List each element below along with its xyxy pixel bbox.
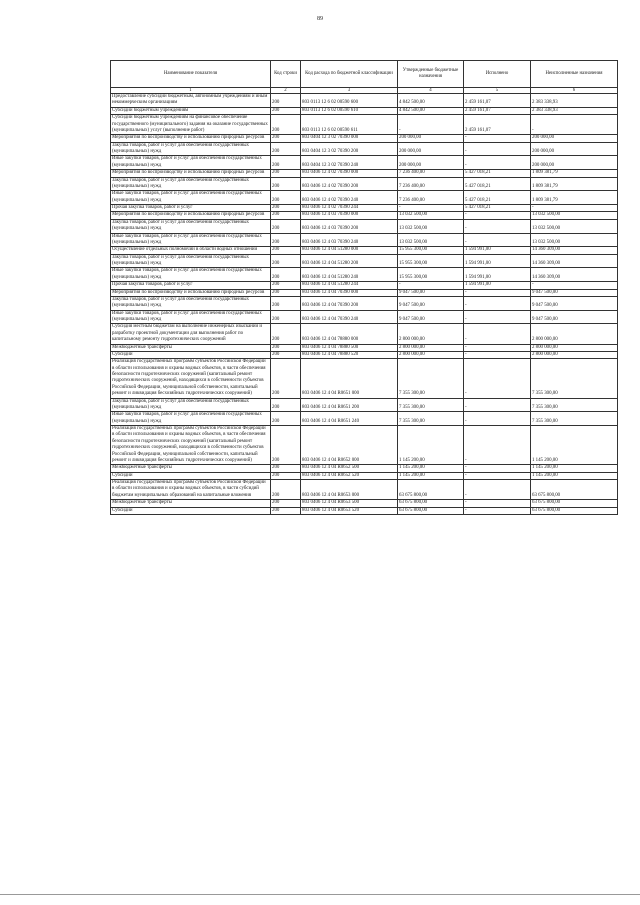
row-approved: 15 955 300,00	[398, 254, 464, 268]
row-indicator-name: Закупка товаров, работ и услуг для обеспечения государственных (муниципальных) нужд	[111, 254, 271, 268]
row-code: 200	[271, 500, 301, 507]
row-executed: -	[464, 344, 531, 351]
row-indicator-name: Закупка товаров, работ и услуг для обеспечения государственных (муниципальных) нужд	[111, 296, 271, 310]
row-approved: 7 355 300,00	[398, 412, 464, 426]
row-classification: 803 0406 12 4 03 70390 000	[301, 212, 398, 219]
row-executed: 5 427 018,21	[464, 205, 531, 212]
row-remaining: 14 360 309,00	[531, 254, 618, 268]
row-indicator-name: Мероприятия по воспроизводству и использованию природных ресурсов	[111, 170, 271, 177]
table-row	[111, 135, 618, 142]
table-row	[111, 115, 618, 135]
row-remaining: 2 383 338,93	[531, 94, 618, 108]
row-indicator-name: Субсидии бюджетным учреждениям	[111, 107, 271, 114]
row-approved: 4 842 500,00	[398, 94, 464, 108]
row-executed: -	[464, 480, 531, 500]
row-code: 200	[271, 191, 301, 205]
row-code: 200	[271, 324, 301, 344]
row-remaining: 2 383 338,93	[531, 107, 618, 114]
row-classification: 803 0406 12 4 04 R0651 000	[301, 359, 398, 398]
header-classification: Код расхода по бюджетной классификации	[301, 61, 398, 88]
row-remaining: 1 145 200,00	[531, 426, 618, 465]
row-remaining: 14 360 309,00	[531, 247, 618, 254]
table-row	[111, 507, 618, 514]
row-indicator-name: Субсидии бюджетным учреждениям на финансовое обеспечение государственного (муниципального) задания на оказание государственных (муниципальных) услуг (выполнение работ)	[111, 115, 271, 135]
row-code: 200	[271, 254, 301, 268]
row-code: 200	[271, 212, 301, 219]
row-approved: 1 145 200,00	[398, 426, 464, 465]
row-approved: 15 955 300,00	[398, 268, 464, 282]
row-classification: 803 0406 12 4 04 R0651 240	[301, 412, 398, 426]
row-classification: 803 0406 12 4 02 70390 244	[301, 205, 398, 212]
row-indicator-name: Межбюджетные трансферты	[111, 344, 271, 351]
row-code: 200	[271, 507, 301, 514]
row-approved: -	[398, 205, 464, 212]
row-classification: 803 0406 12 4 02 70390 000	[301, 170, 398, 177]
row-code: 200	[271, 107, 301, 114]
row-remaining: 7 355 300,00	[531, 398, 618, 412]
row-executed: -	[464, 507, 531, 514]
row-indicator-name: Иные закупки товаров, работ и услуг для обеспечения государственных (муниципальных) нужд	[111, 412, 271, 426]
row-executed: -	[464, 351, 531, 358]
table-row	[111, 398, 618, 412]
row-code: 200	[271, 289, 301, 296]
page-bottom-rule	[0, 894, 640, 895]
row-executed: 2 459 161,07	[464, 115, 531, 135]
row-code: 200	[271, 247, 301, 254]
row-executed: -	[464, 219, 531, 233]
row-classification: 803 0406 12 4 04 R0651 200	[301, 398, 398, 412]
table-row	[111, 500, 618, 507]
row-executed: -	[464, 426, 531, 465]
row-classification: 803 0406 12 4 04 51280 244	[301, 282, 398, 289]
table-row	[111, 289, 618, 296]
row-code: 200	[271, 282, 301, 289]
table-row	[111, 254, 618, 268]
row-remaining: 9 047 500,00	[531, 289, 618, 296]
row-code: 200	[271, 465, 301, 472]
row-classification: 803 0406 12 4 04 51280 200	[301, 254, 398, 268]
header-remaining: Неисполненные назначения	[531, 61, 618, 88]
row-code: 200	[271, 170, 301, 177]
row-classification: 803 0406 12 4 04 51280 240	[301, 268, 398, 282]
row-executed: 2 459 161,07	[464, 94, 531, 108]
row-executed: 2 459 161,07	[464, 107, 531, 114]
table-row	[111, 247, 618, 254]
row-approved: 9 047 500,00	[398, 310, 464, 324]
row-executed: -	[464, 472, 531, 479]
row-remaining: -	[531, 205, 618, 212]
row-indicator-name: Иные закупки товаров, работ и услуг для обеспечения государственных (муниципальных) нужд	[111, 191, 271, 205]
row-approved: 13 032 500,00	[398, 212, 464, 219]
table-row	[111, 344, 618, 351]
row-approved: -	[398, 115, 464, 135]
column-number: 1	[111, 88, 271, 94]
row-indicator-name: Закупка товаров, работ и услуг для обеспечения государственных (муниципальных) нужд	[111, 177, 271, 191]
row-indicator-name: Закупка товаров, работ и услуг для обеспечения государственных (муниципальных) нужд	[111, 398, 271, 412]
row-executed: -	[464, 412, 531, 426]
row-executed: -	[464, 212, 531, 219]
row-remaining: 63 675 800,00	[531, 507, 618, 514]
row-classification: 803 0406 12 4 04 78880 000	[301, 324, 398, 344]
row-remaining: 2 800 000,00	[531, 344, 618, 351]
table-row	[111, 233, 618, 247]
row-executed: -	[464, 465, 531, 472]
row-indicator-name: Прочая закупка товаров, работ и услуг	[111, 282, 271, 289]
row-indicator-name: Предоставление субсидий бюджетным, автономным учреждениям и иным некоммерческим организациям	[111, 94, 271, 108]
row-remaining: 1 809 381,79	[531, 191, 618, 205]
row-approved: -	[398, 282, 464, 289]
row-code: 200	[271, 177, 301, 191]
row-approved: 7 355 300,00	[398, 398, 464, 412]
row-classification: 803 0406 12 4 04 R0653 000	[301, 480, 398, 500]
row-classification: 803 0404 12 3 02 70390 000	[301, 135, 398, 142]
row-executed: -	[464, 233, 531, 247]
header-row-code: Код строки	[271, 61, 301, 88]
row-indicator-name: Закупка товаров, работ и услуг для обеспечения государственных (муниципальных) нужд	[111, 142, 271, 156]
table-row	[111, 170, 618, 177]
row-classification: 803 0406 12 4 04 R0653 520	[301, 507, 398, 514]
row-indicator-name: Субсидия местным бюджетам на выполнение инженерных изысканий и разработку проектной документации для выполнения работ по капитальному ремонту гидротехнических сооружений	[111, 324, 271, 344]
row-approved: 63 675 800,00	[398, 480, 464, 500]
table-row	[111, 191, 618, 205]
row-indicator-name: Осуществление отдельных полномочий в области водных отношений	[111, 247, 271, 254]
row-classification: 803 0406 12 4 04 R0653 500	[301, 500, 398, 507]
row-indicator-name: Межбюджетные трансферты	[111, 500, 271, 507]
row-executed: -	[464, 135, 531, 142]
row-classification: 803 0406 12 4 04 R0652 500	[301, 465, 398, 472]
row-classification: 803 0113 12 6 02 00590 600	[301, 94, 398, 108]
table-row	[111, 310, 618, 324]
row-approved: 1 145 200,00	[398, 465, 464, 472]
column-number: 3	[301, 88, 398, 94]
row-indicator-name: Прочая закупка товаров, работ и услуг	[111, 205, 271, 212]
row-executed: -	[464, 289, 531, 296]
column-number: 4	[398, 88, 464, 94]
table-row	[111, 324, 618, 344]
row-remaining: 13 032 500,00	[531, 233, 618, 247]
row-indicator-name: Субсидии	[111, 351, 271, 358]
row-code: 200	[271, 94, 301, 108]
row-classification: 803 0406 12 4 04 78880 520	[301, 351, 398, 358]
table-body	[111, 94, 618, 515]
row-remaining: 14 360 309,00	[531, 268, 618, 282]
row-remaining: 1 145 200,00	[531, 465, 618, 472]
page-number: 89	[317, 16, 323, 22]
row-approved: 15 955 300,00	[398, 247, 464, 254]
row-code: 200	[271, 156, 301, 170]
row-approved: 13 032 500,00	[398, 233, 464, 247]
row-code: 200	[271, 142, 301, 156]
row-remaining: 63 675 800,00	[531, 500, 618, 507]
row-code: 200	[271, 233, 301, 247]
row-approved: 63 675 800,00	[398, 500, 464, 507]
row-remaining: 200 000,00	[531, 156, 618, 170]
row-executed: 5 427 018,21	[464, 177, 531, 191]
table-row	[111, 465, 618, 472]
table-row	[111, 142, 618, 156]
row-indicator-name: Субсидии	[111, 507, 271, 514]
row-executed: -	[464, 156, 531, 170]
row-remaining: 2 800 000,00	[531, 351, 618, 358]
row-code: 200	[271, 412, 301, 426]
table-row	[111, 219, 618, 233]
table-row	[111, 212, 618, 219]
row-approved: 2 800 000,00	[398, 344, 464, 351]
row-executed: -	[464, 324, 531, 344]
row-approved: 200 000,00	[398, 156, 464, 170]
table-row	[111, 412, 618, 426]
row-indicator-name: Мероприятия по воспроизводству и использованию природных ресурсов	[111, 289, 271, 296]
row-executed: 1 594 991,00	[464, 282, 531, 289]
row-indicator-name: Реализация государственных программ субъектов Российской Федерации в области использования и охраны водных объектов, в части обеспечения безопасности гидротехнических сооружений (капитальный ремонт гидротехнических сооружений, находящихся в собственности субъектов Российской Федерации, муниципальной собственности, капитальный ремонт и ликвидация бесхозяйных гидротехнических сооружений)	[111, 426, 271, 465]
row-executed: -	[464, 359, 531, 398]
row-approved: 63 675 800,00	[398, 507, 464, 514]
row-remaining: 13 032 500,00	[531, 219, 618, 233]
table-header-row	[111, 61, 618, 88]
row-indicator-name: Мероприятия по воспроизводству и использованию природных ресурсов	[111, 212, 271, 219]
table-row	[111, 296, 618, 310]
row-executed: -	[464, 500, 531, 507]
row-executed: 1 594 991,00	[464, 268, 531, 282]
row-remaining: 200 000,00	[531, 135, 618, 142]
row-classification: 803 0406 12 4 04 70390 200	[301, 296, 398, 310]
header-executed: Исполнено	[464, 61, 531, 88]
row-indicator-name: Субсидии	[111, 472, 271, 479]
row-classification: 803 0406 12 4 04 R0652 000	[301, 426, 398, 465]
row-approved: 13 032 500,00	[398, 219, 464, 233]
row-indicator-name: Иные закупки товаров, работ и услуг для обеспечения государственных (муниципальных) нужд	[111, 156, 271, 170]
table-row	[111, 107, 618, 114]
row-code: 200	[271, 205, 301, 212]
row-classification: 803 0113 12 6 02 00590 611	[301, 115, 398, 135]
row-executed: 1 594 991,00	[464, 254, 531, 268]
table-row	[111, 94, 618, 108]
row-code: 200	[271, 472, 301, 479]
row-executed: -	[464, 398, 531, 412]
row-classification: 803 0404 12 3 02 70390 200	[301, 142, 398, 156]
row-classification: 803 0406 12 4 02 70390 200	[301, 177, 398, 191]
row-classification: 803 0406 12 4 03 70390 200	[301, 219, 398, 233]
row-code: 200	[271, 398, 301, 412]
row-classification: 803 0406 12 4 04 78880 500	[301, 344, 398, 351]
row-indicator-name: Иные закупки товаров, работ и услуг для обеспечения государственных (муниципальных) нужд	[111, 310, 271, 324]
row-executed: -	[464, 310, 531, 324]
row-executed: 5 427 018,21	[464, 170, 531, 177]
row-remaining: 13 032 500,00	[531, 212, 618, 219]
row-remaining: 9 047 500,00	[531, 296, 618, 310]
column-number: 2	[271, 88, 301, 94]
row-executed: 5 427 018,21	[464, 191, 531, 205]
row-remaining: 7 355 300,00	[531, 359, 618, 398]
row-approved: 4 842 500,00	[398, 107, 464, 114]
row-approved: 2 800 000,00	[398, 351, 464, 358]
row-classification: 803 0406 12 4 04 70390 240	[301, 310, 398, 324]
row-executed: -	[464, 296, 531, 310]
row-approved: 2 800 000,00	[398, 324, 464, 344]
row-code: 200	[271, 135, 301, 142]
row-remaining: 2 800 000,00	[531, 324, 618, 344]
row-remaining: 7 355 300,00	[531, 412, 618, 426]
row-code: 200	[271, 268, 301, 282]
row-approved: 200 000,00	[398, 142, 464, 156]
header-approved: Утвержденные бюджетные назначения	[398, 61, 464, 88]
row-remaining: 1 145 200,00	[531, 472, 618, 479]
row-indicator-name: Реализация государственных программ субъектов Российской Федерации в области использования и охраны водных объектов, в части субсидий бюджетам муниципальных образований на капитальные вложения	[111, 480, 271, 500]
row-indicator-name: Иные закупки товаров, работ и услуг для обеспечения государственных (муниципальных) нужд	[111, 268, 271, 282]
row-code: 200	[271, 219, 301, 233]
budget-execution-table	[110, 60, 618, 515]
row-remaining: 1 809 381,79	[531, 170, 618, 177]
row-remaining: -	[531, 115, 618, 135]
row-code: 200	[271, 359, 301, 398]
table-row	[111, 282, 618, 289]
row-indicator-name: Межбюджетные трансферты	[111, 465, 271, 472]
row-approved: 7 355 300,00	[398, 359, 464, 398]
row-executed: -	[464, 142, 531, 156]
row-classification: 803 0404 12 3 02 70390 240	[301, 156, 398, 170]
row-indicator-name: Закупка товаров, работ и услуг для обеспечения государственных (муниципальных) нужд	[111, 219, 271, 233]
row-code: 200	[271, 426, 301, 465]
table-row	[111, 268, 618, 282]
column-number: 5	[464, 88, 531, 94]
row-code: 200	[271, 296, 301, 310]
row-classification: 803 0406 12 4 02 70390 240	[301, 191, 398, 205]
table-row	[111, 426, 618, 465]
row-approved: 7 236 400,00	[398, 191, 464, 205]
row-classification: 803 0406 12 4 04 51280 000	[301, 247, 398, 254]
table-row	[111, 351, 618, 358]
row-remaining: 200 000,00	[531, 142, 618, 156]
table-row	[111, 480, 618, 500]
row-code: 200	[271, 310, 301, 324]
row-approved: 7 236 400,00	[398, 177, 464, 191]
row-approved: 9 047 500,00	[398, 289, 464, 296]
row-approved: 9 047 500,00	[398, 296, 464, 310]
row-approved: 1 145 200,00	[398, 472, 464, 479]
row-code: 200	[271, 115, 301, 135]
row-remaining: 1 809 381,79	[531, 177, 618, 191]
row-remaining: 63 675 800,00	[531, 480, 618, 500]
table-row	[111, 177, 618, 191]
row-remaining: 9 047 500,00	[531, 310, 618, 324]
row-code: 200	[271, 344, 301, 351]
table-row	[111, 156, 618, 170]
row-indicator-name: Иные закупки товаров, работ и услуг для обеспечения государственных (муниципальных) нужд	[111, 233, 271, 247]
row-classification: 803 0406 12 4 03 70390 240	[301, 233, 398, 247]
row-approved: 7 236 400,00	[398, 170, 464, 177]
column-number: 6	[531, 88, 618, 94]
row-remaining: -	[531, 282, 618, 289]
header-indicator-name: Наименование показателя	[111, 61, 271, 88]
table-row	[111, 359, 618, 398]
row-executed: 1 594 991,00	[464, 247, 531, 254]
row-classification: 803 0406 12 4 04 70390 000	[301, 289, 398, 296]
row-approved: 200 000,00	[398, 135, 464, 142]
row-classification: 803 0113 12 6 02 00590 610	[301, 107, 398, 114]
table-row	[111, 472, 618, 479]
row-code: 200	[271, 351, 301, 358]
row-classification: 803 0406 12 4 04 R0652 520	[301, 472, 398, 479]
row-code: 200	[271, 480, 301, 500]
row-indicator-name: Мероприятия по воспроизводству и использованию природных ресурсов	[111, 135, 271, 142]
table-row	[111, 205, 618, 212]
row-indicator-name: Реализация государственных программ субъектов Российской Федерации в области использования и охраны водных объектов, в части обеспечения безопасности гидротехнических сооружений (капитальный ремонт гидротехнических сооружений, находящихся в собственности субъектов Российской Федерации, муниципальной собственности, капитальный ремонт и ликвидация бесхозяйных гидротехнических сооружений)	[111, 359, 271, 398]
